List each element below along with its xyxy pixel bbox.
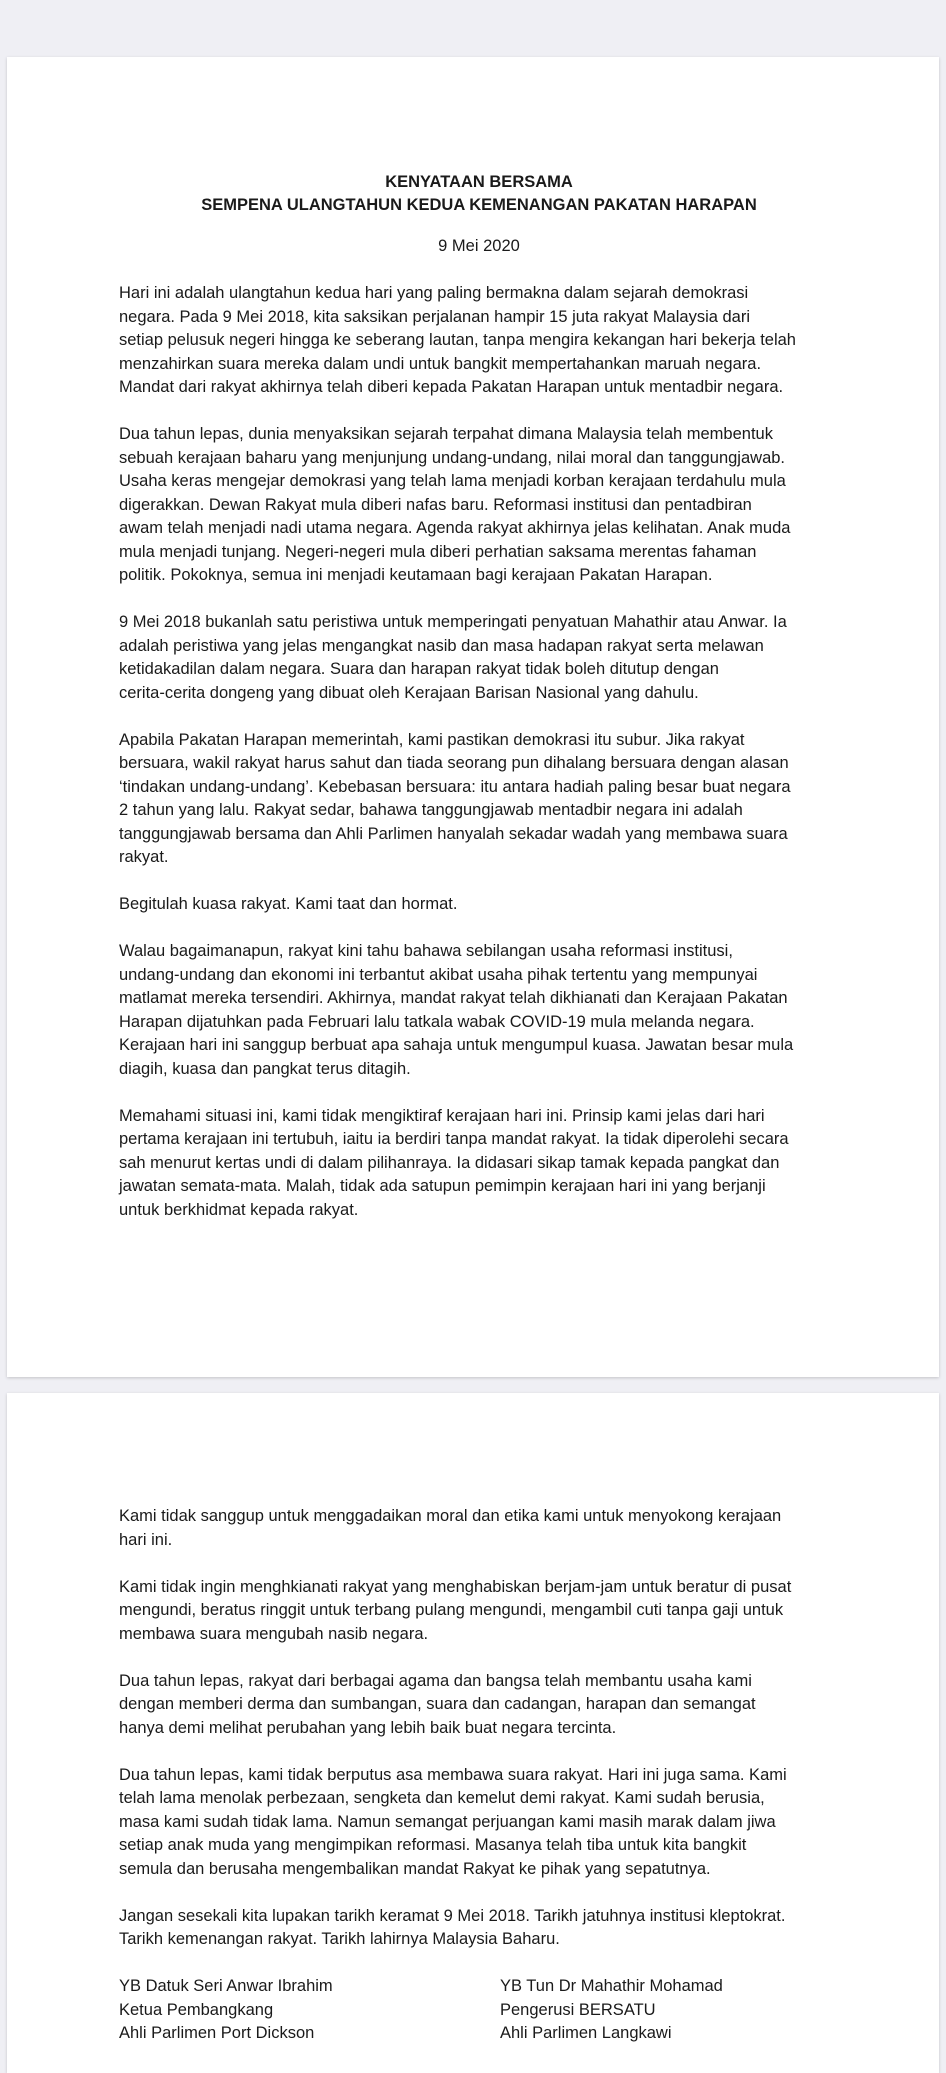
document-page-1 bbox=[7, 57, 939, 1377]
page-1-content bbox=[119, 171, 839, 1246]
paragraph: Kami tidak sanggup untuk menggadaikan moral dan etika kami untuk menyokong kerajaan hari ini. bbox=[119, 1507, 782, 1549]
signatory-anwar bbox=[119, 1975, 500, 2046]
paragraph: Dua tahun lepas, rakyat dari berbagai agama dan bangsa telah membantu usaha kami dengan memberi derma dan sumbangan, suara dan cadangan, harapan dan semangat hanya demi melihat perubahan yang lebih baik buat negara tercinta. bbox=[119, 1671, 756, 1737]
statement-subtitle: SEMPENA ULANGTAHUN KEDUA KEMENANGAN PAKATAN HARAPAN bbox=[201, 196, 757, 214]
paragraph: Hari ini adalah ulangtahun kedua hari yang paling bermakna dalam sejarah demokrasi negara. Pada 9 Mei 2018, kita saksikan perjalanan hampir 15 juta rakyat Malaysia dari setiap pelusuk negeri hingga ke seberang lautan, tanpa mengira kekangan hari bekerja telah menzahirkan suara mereka dalam undi untuk bangkit mempertahankan maruah negara. Mandat dari rakyat akhirnya telah diberi kepada Pakatan Harapan untuk mentadbir negara. bbox=[119, 284, 796, 396]
paragraph: Begitulah kuasa rakyat. Kami taat dan hormat. bbox=[119, 895, 458, 913]
signatory-role: Ketua Pembangkang bbox=[119, 2000, 274, 2019]
paragraph: Jangan sesekali kita lupakan tarikh keramat 9 Mei 2018. Tarikh jatuhnya institusi kleptokrat. Tarikh kemenangan rakyat. Tarikh lahirnya Malaysia Baharu. bbox=[119, 1906, 786, 1948]
signatory-name: YB Datuk Seri Anwar Ibrahim bbox=[119, 1977, 333, 1995]
signatory-name: YB Tun Dr Mahathir Mohamad bbox=[500, 1977, 723, 1995]
paragraph: Dua tahun lepas, dunia menyaksikan sejarah terpahat dimana Malaysia telah membentuk sebuah kerajaan baharu yang menjunjung undang-undang, nilai moral dan tanggungjawab. Usaha keras mengejar demokrasi yang telah lama menjadi korban kerajaan terdahulu mula digerakkan. Dewan Rakyat mula diberi nafas baru. Reformasi institusi dan pentadbiran awam telah menjadi nadi utama negara. Agenda rakyat akhirnya jelas kelihatan. Anak muda mula menjadi tunjang. Negeri-negeri mula diberi perhatian saksama merentas fahaman politik. Pokoknya, semua ini menjadi keutamaan bagi kerajaan Pakatan Harapan. bbox=[119, 425, 791, 584]
paragraph: Walau bagaimanapun, rakyat kini tahu bahawa sebilangan usaha reformasi institusi, undang-undang dan ekonomi ini terbantut akibat usaha pihak tertentu yang mempunyai matlamat mereka tersendiri. Akhirnya, mandat rakyat telah dikhianati dan Kerajaan Pakatan Harapan dijatuhkan pada Februari lalu tatkala wabak COVID-19 mula melanda negara. Kerajaan hari ini sanggup berbuat apa sahaja untuk mengumpul kuasa. Jawatan besar mula diagih, kuasa dan pangkat terus ditagih. bbox=[119, 942, 794, 1078]
document-page-2 bbox=[7, 1393, 939, 2073]
statement-date: 9 Mei 2020 bbox=[438, 237, 520, 255]
signatory-role: Pengerusi BERSATU bbox=[500, 2000, 656, 2019]
paragraph: Dua tahun lepas, kami tidak berputus asa membawa suara rakyat. Hari ini juga sama. Kami telah lama menolak perbezaan, sengketa dan kemelut demi rakyat. Kami sudah berusia, masa kami sudah tidak lama. Namun semangat perjuangan kami masih marak dalam jiwa setiap anak muda yang mengimpikan reformasi. Masanya telah tiba untuk kita bangkit semula dan berusaha mengembalikan mandat Rakyat ke pihak yang sepatutnya. bbox=[119, 1765, 787, 1878]
paragraph: Memahami situasi ini, kami tidak mengiktiraf kerajaan hari ini. Prinsip kami jelas dari hari pertama kerajaan ini tertubuh, iaitu ia berdiri tanpa mandat rakyat. Ia tidak diperolehi secara sah menurut kertas undi di dalam pilihanraya. Ia didasari sikap tamak kepada pangkat dan jawatan semata-mata. Malah, tidak ada satupun pemimpin kerajaan hari ini yang berjanji untuk berkhidmat kepada rakyat. bbox=[119, 1106, 789, 1219]
paragraph: Kami tidak ingin menghkianati rakyat yang menghabiskan berjam-jam untuk beratur di pusat mengundi, beratus ringgit untuk terbang pulang mengundi, mengambil cuti tanpa gaji untuk membawa suara mengubah nasib negara. bbox=[119, 1577, 792, 1643]
statement-title: KENYATAAN BERSAMA bbox=[385, 173, 573, 191]
page-2-content bbox=[119, 1505, 839, 2046]
signatory-mahathir bbox=[500, 1975, 723, 2046]
signatory-seat: Ahli Parlimen Port Dickson bbox=[119, 2024, 315, 2042]
signatory-seat: Ahli Parlimen Langkawi bbox=[500, 2024, 672, 2042]
signature-block bbox=[119, 1975, 839, 2046]
paragraph: Apabila Pakatan Harapan memerintah, kami pastikan demokrasi itu subur. Jika rakyat bersuara, wakil rakyat harus sahut dan tiada seorang pun dihalang bersuara dengan alasan ‘tindakan undang-undang’. Kebebasan bersuara: itu antara hadiah paling besar buat negara 2 tahun yang lalu. Rakyat sedar, bahawa tanggungjawab mentadbir negara ini adalah tanggungjawab bersama dan Ahli Parlimen hanyalah sekadar wadah yang membawa suara rakyat. bbox=[119, 730, 791, 866]
paragraph: 9 Mei 2018 bukanlah satu peristiwa untuk memperingati penyatuan Mahathir atau Anwar. Ia adalah peristiwa yang jelas mengangkat nasib dan masa hadapan rakyat serta melawan ketidakadilan dalam negara. Suara dan harapan rakyat tidak boleh ditutup dengan cerita-cerita dongeng yang dibuat oleh Kerajaan Barisan Nasional yang dahulu. bbox=[119, 613, 787, 702]
